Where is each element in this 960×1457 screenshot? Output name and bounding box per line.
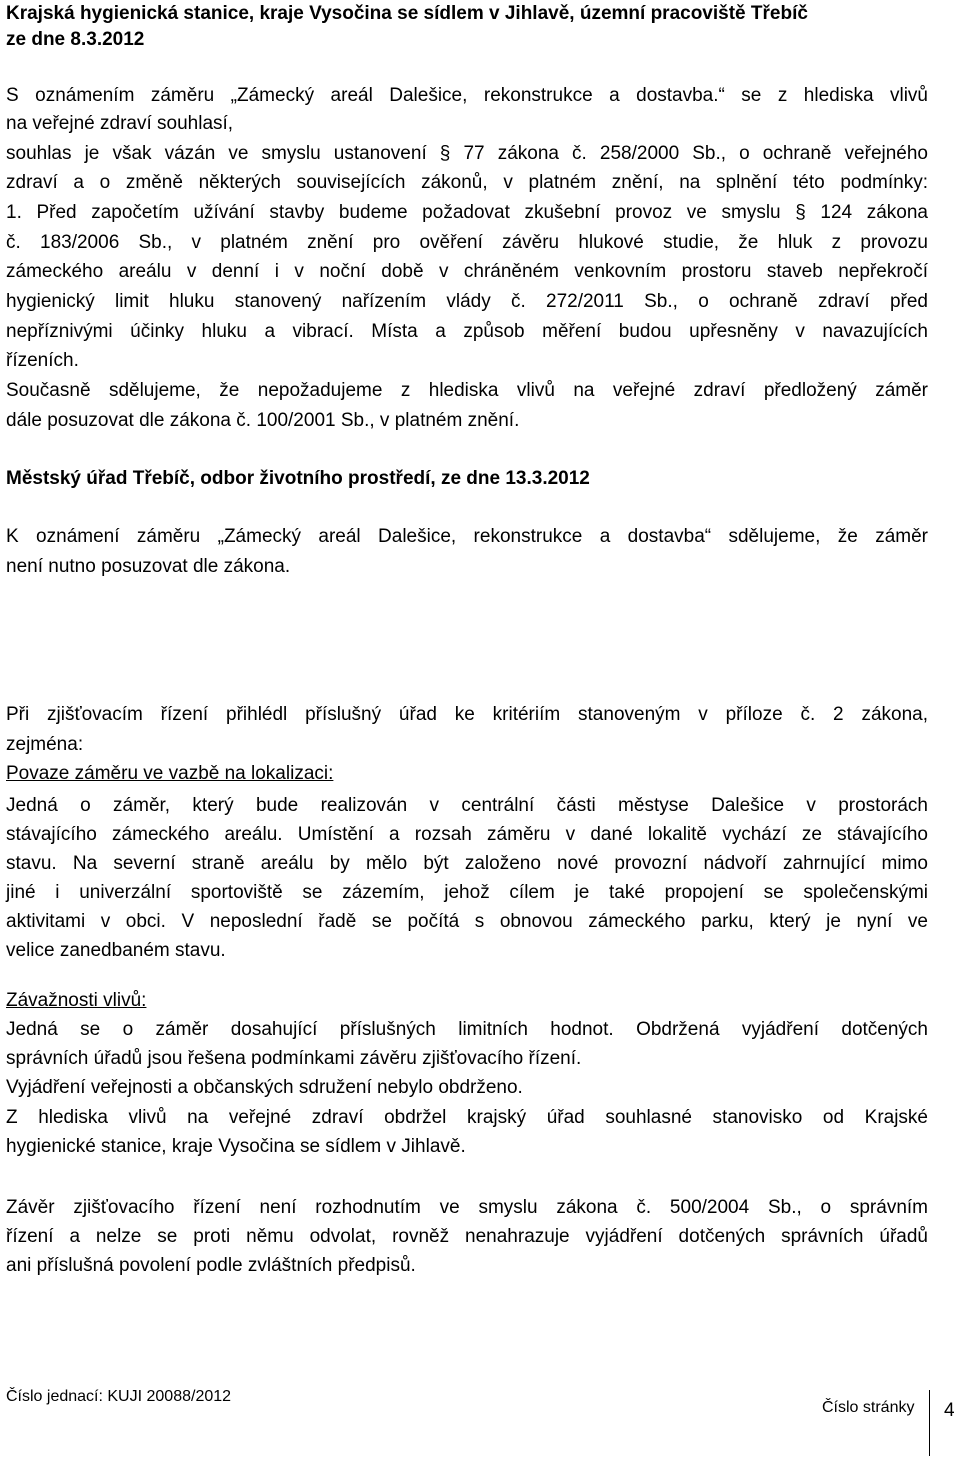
section-heading-date: ze dne 8.3.2012 [6,29,145,50]
paragraph-line: jiné i univerzální sportoviště se zázemím, jehož cílem je také propojení se společenskými [6,882,928,903]
paragraph-line: K oznámení záměru „Zámecký areál Dalešice, rekonstrukce a dostavba“ sdělujeme, že záměr [6,526,928,547]
reference-number: Číslo jednací: KUJI 20088/2012 [6,1388,232,1405]
paragraph-line: stavu. Na severní straně areálu by mělo být založeno nové provozní nádvoří zahrnující mimo [6,853,928,874]
paragraph-line: souhlas je však vázán ve smyslu ustanovení § 77 zákona č. 258/2000 Sb., o ochraně veřejného [6,143,928,164]
paragraph-line: stávajícího zámeckého areálu. Umístění a rozsah záměru v dané lokalitě vychází ze stávajícího [6,824,928,845]
paragraph-line: zdraví a o změně některých souvisejících zákonů, v platném znění, na splnění této podmínky: [6,172,928,193]
footer-divider [929,1390,930,1456]
paragraph-line: velice zanedbaném stavu. [6,940,226,961]
paragraph-line: dále posuzovat dle zákona č. 100/2001 Sb., v platném znění. [6,410,520,431]
page-label: Číslo stránky [822,1399,915,1416]
paragraph-line: ani příslušná povolení podle zvláštních předpisů. [6,1255,416,1276]
paragraph-line: Jedná se o záměr dosahující příslušných limitních hodnot. Obdržená vyjádření dotčených [6,1019,928,1040]
paragraph-line: hygienické stanice, kraje Vysočina se sídlem v Jihlavě. [6,1136,466,1157]
paragraph-line: správních úřadů jsou řešena podmínkami závěru zjišťovacího řízení. [6,1048,582,1069]
paragraph-line: č. 183/2006 Sb., v platném znění pro ověření závěru hlukové studie, že hluk z provozu [6,232,928,253]
paragraph-line: 1. Před započetím užívání stavby budeme požadovat zkušební provoz ve smyslu § 124 zákona [6,202,928,223]
paragraph-line: Při zjišťovacím řízení přihlédl příslušný úřad ke kritériím stanoveným v příloze č. 2 zákona, [6,704,928,725]
paragraph-line: Závěr zjišťovacího řízení není rozhodnutím ve smyslu zákona č. 500/2004 Sb., o správním [6,1197,928,1218]
paragraph-line: Vyjádření veřejnosti a občanských sdružení nebylo obdrženo. [6,1077,523,1098]
page-number: 4 [944,1400,955,1421]
paragraph-line: nepříznivými účinky hluku a vibrací. Místa a způsob měření budou upřesněny v navazujících [6,321,928,342]
paragraph-line: Současně sdělujeme, že nepožadujeme z hlediska vlivů na veřejné zdraví předložený záměr [6,380,928,401]
paragraph-line: řízeních. [6,350,79,371]
paragraph-line: zámeckého areálu v denní i v noční době v chráněném venkovním prostoru staveb nepřekročí [6,261,928,282]
paragraph-line: na veřejné zdraví souhlasí, [6,113,234,134]
paragraph-line: není nutno posuzovat dle zákona. [6,556,291,577]
paragraph-line: hygienický limit hluku stanovený nařízením vlády č. 272/2011 Sb., o ochraně zdraví před [6,291,928,312]
subsection-heading: Povaze záměru ve vazbě na lokalizaci: [6,763,334,784]
section-heading: Krajská hygienická stanice, kraje Vysočina se sídlem v Jihlavě, územní pracoviště Třebíč [6,3,808,24]
paragraph-line: S oznámením záměru „Zámecký areál Dalešice, rekonstrukce a dostavba.“ se z hlediska vlivů [6,85,928,106]
paragraph-line: řízení a nelze se proti němu odvolat, rovněž nenahrazuje vyjádření dotčených správních úřadů [6,1226,928,1247]
subsection-heading: Závažnosti vlivů: [6,990,147,1011]
section-heading: Městský úřad Třebíč, odbor životního prostředí, ze dne 13.3.2012 [6,468,590,489]
paragraph-line: Jedná o záměr, který bude realizován v centrální části městyse Dalešice v prostorách [6,795,928,816]
paragraph-line: Z hlediska vlivů na veřejné zdraví obdržel krajský úřad souhlasné stanovisko od Krajské [6,1107,928,1128]
paragraph-line: aktivitami v obci. V neposlední řadě se počítá s obnovou zámeckého parku, který je nyní ve [6,911,928,932]
paragraph-line: zejména: [6,734,84,755]
